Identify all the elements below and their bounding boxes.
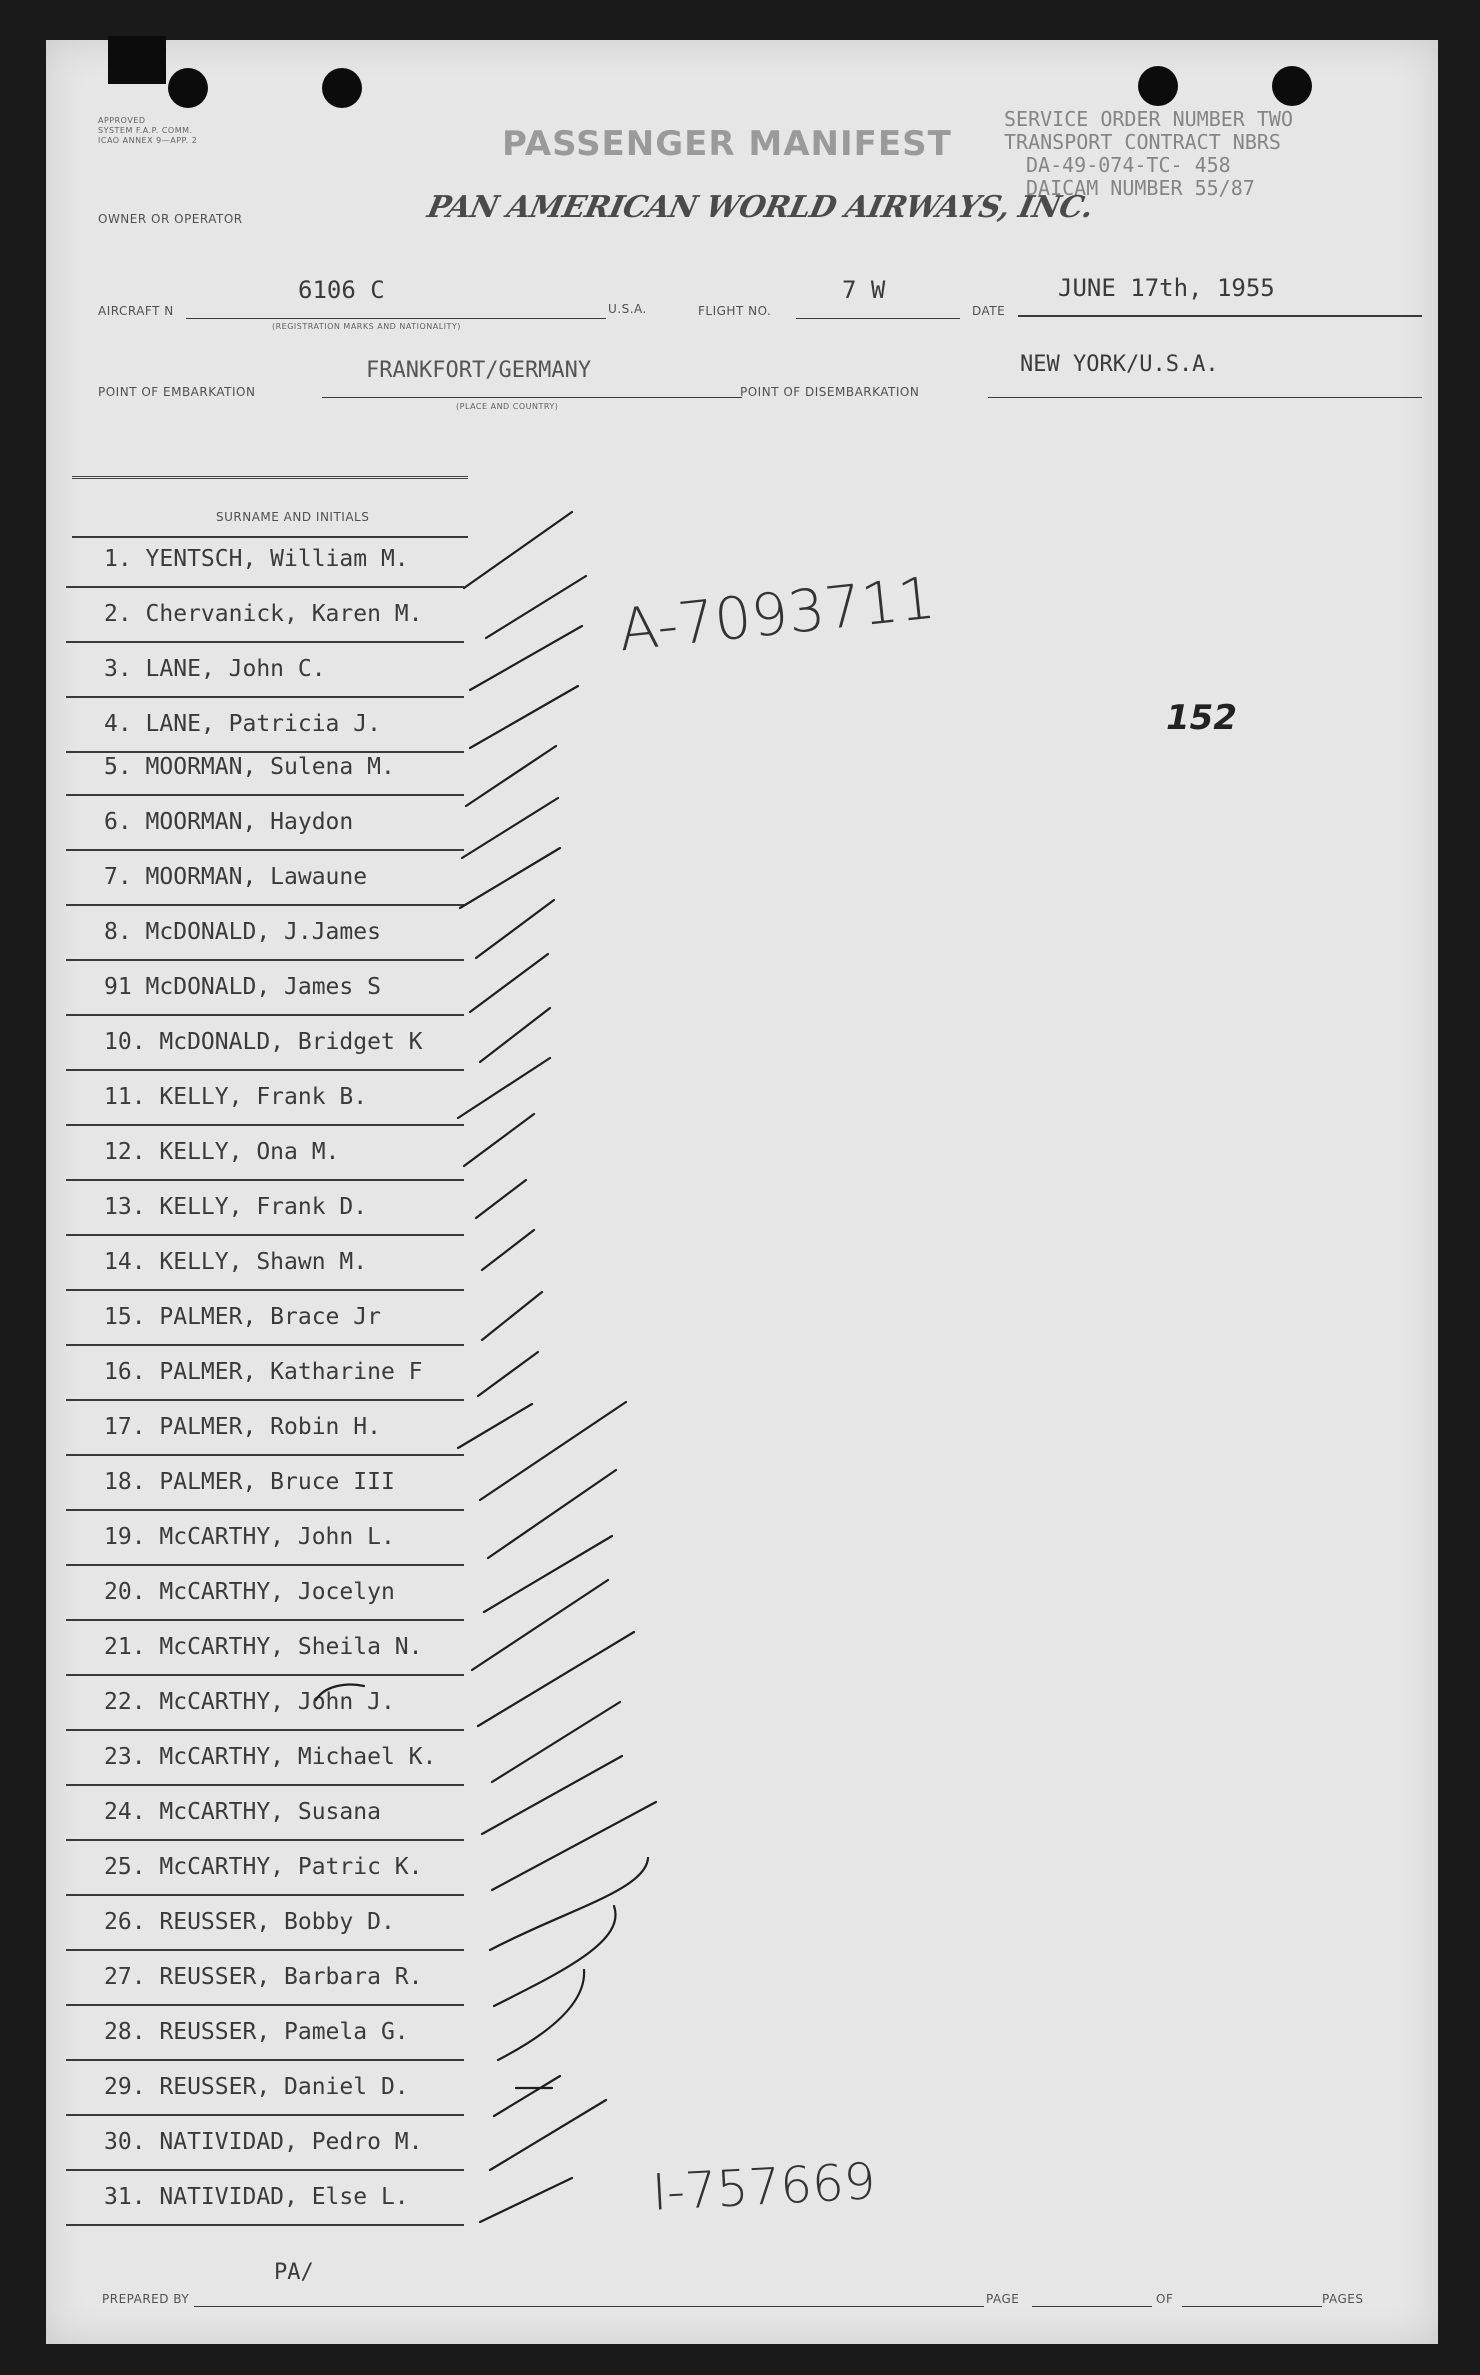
row-rule <box>66 1894 464 1896</box>
passenger-row: 24. McCARTHY, Susana <box>104 1799 381 1825</box>
approval-line: ICAO ANNEX 9—APP. 2 <box>98 136 198 145</box>
row-rule <box>66 586 464 588</box>
page-label: PAGE <box>986 2292 1020 2306</box>
check-mark <box>464 1114 534 1166</box>
row-rule <box>66 959 464 961</box>
check-mark <box>472 1580 608 1670</box>
row-rule <box>66 641 464 643</box>
aircraft-underline <box>186 318 606 319</box>
form-title: PASSENGER MANIFEST <box>502 124 952 164</box>
row-rule <box>66 1674 464 1676</box>
prepared-by-label: PREPARED BY <box>102 2292 190 2306</box>
passenger-row: 14. KELLY, Shawn M. <box>104 1249 368 1275</box>
date-underline <box>1018 315 1422 317</box>
row-rule <box>66 904 464 906</box>
row-rule <box>66 696 464 698</box>
row-rule <box>66 1839 464 1841</box>
page-number-annotation: 152 <box>1166 698 1237 738</box>
handwritten-file-number: A-7093711 <box>615 563 939 665</box>
date-value: JUNE 17th, 1955 <box>1058 274 1275 302</box>
check-mark <box>484 1536 612 1612</box>
row-rule <box>66 1564 464 1566</box>
check-mark <box>480 1402 626 1500</box>
row-rule <box>66 2169 464 2171</box>
row-rule <box>66 1289 464 1291</box>
row-rule <box>66 2004 464 2006</box>
approval-line: APPROVED <box>98 116 146 125</box>
row-rule <box>66 1179 464 1181</box>
check-mark <box>478 1632 634 1726</box>
passenger-row: 13. KELLY, Frank D. <box>104 1194 368 1220</box>
row-rule <box>66 2114 464 2116</box>
passenger-row: 31. NATIVIDAD, Else L. <box>104 2184 409 2210</box>
check-mark <box>488 1470 616 1558</box>
service-block <box>1004 108 1293 200</box>
check-mark <box>498 1970 584 2060</box>
disembarkation-underline <box>988 397 1422 398</box>
check-mark <box>494 1906 616 2006</box>
embarkation-underline <box>322 397 742 398</box>
aircraft-label: AIRCRAFT N <box>98 304 174 318</box>
check-mark <box>486 576 586 638</box>
check-mark <box>476 1180 526 1218</box>
passenger-row: 19. McCARTHY, John L. <box>104 1524 395 1550</box>
check-mark <box>470 686 578 748</box>
punch-hole <box>168 68 208 108</box>
passenger-row: 17. PALMER, Robin H. <box>104 1414 381 1440</box>
passenger-row: 28. REUSSER, Pamela G. <box>104 2019 409 2045</box>
torn-corner <box>108 36 166 84</box>
prepared-by-value: PA/ <box>274 2260 314 2285</box>
row-rule <box>66 2059 464 2061</box>
row-rule <box>66 1729 464 1731</box>
service-line: DAICAM NUMBER 55/87 <box>1026 176 1255 200</box>
check-mark <box>494 2076 560 2116</box>
handwritten-file-number: I-757669 <box>650 2152 878 2222</box>
prepared-by-underline <box>194 2306 984 2307</box>
passenger-row: 3. LANE, John C. <box>104 656 326 682</box>
punch-hole <box>1272 66 1312 106</box>
aircraft-value: 6106 C <box>298 276 385 304</box>
manifest-page <box>46 40 1438 2344</box>
row-rule <box>66 1949 464 1951</box>
service-line: SERVICE ORDER NUMBER TWO <box>1004 107 1293 131</box>
column-header: SURNAME AND INITIALS <box>216 510 370 524</box>
disembarkation-value: NEW YORK/U.S.A. <box>1020 352 1219 377</box>
approval-block <box>98 116 197 146</box>
passenger-row: 5. MOORMAN, Sulena M. <box>104 754 395 780</box>
passenger-row: 18. PALMER, Bruce III <box>104 1469 395 1495</box>
check-mark <box>490 1858 648 1950</box>
row-rule <box>66 1124 464 1126</box>
row-rule <box>66 1619 464 1621</box>
flight-label: FLIGHT NO. <box>698 304 772 318</box>
check-mark <box>480 2178 572 2222</box>
row-rule <box>66 1454 464 1456</box>
passenger-row: 12. KELLY, Ona M. <box>104 1139 340 1165</box>
row-rule <box>66 1399 464 1401</box>
pages-label: PAGES <box>1322 2292 1364 2306</box>
check-mark <box>460 848 560 908</box>
embarkation-sublabel: (PLACE AND COUNTRY) <box>456 402 559 411</box>
punch-hole <box>1138 66 1178 106</box>
passenger-row: 10. McDONALD, Bridget K <box>104 1029 423 1055</box>
passenger-row: 1. YENTSCH, William M. <box>104 546 409 572</box>
header-rule <box>72 476 468 479</box>
passenger-row: 20. McCARTHY, Jocelyn <box>104 1579 395 1605</box>
row-rule <box>66 1069 464 1071</box>
header-rule <box>72 536 468 538</box>
company-name: PAN AMERICAN WORLD AIRWAYS, INC. <box>424 190 1097 225</box>
passenger-row: 6. MOORMAN, Haydon <box>104 809 354 835</box>
of-label: OF <box>1156 2292 1174 2306</box>
row-rule <box>66 794 464 796</box>
row-rule <box>66 1344 464 1346</box>
row-rule <box>66 751 464 753</box>
check-mark <box>464 512 572 588</box>
passenger-row: 16. PALMER, Katharine F <box>104 1359 423 1385</box>
check-mark <box>482 1292 542 1340</box>
passenger-row: 25. McCARTHY, Patric K. <box>104 1854 423 1880</box>
passenger-row: 26. REUSSER, Bobby D. <box>104 1909 395 1935</box>
check-mark <box>476 900 554 958</box>
flight-value: 7 W <box>842 276 886 304</box>
flight-underline <box>796 318 960 319</box>
check-mark <box>482 1756 622 1834</box>
check-mark <box>462 798 558 858</box>
row-rule <box>66 1234 464 1236</box>
embarkation-value: FRANKFORT/GERMANY <box>366 358 592 383</box>
passenger-row: 2. Chervanick, Karen M. <box>104 601 423 627</box>
passenger-row: 22. McCARTHY, John J. <box>104 1689 395 1715</box>
passenger-row: 23. McCARTHY, Michael K. <box>104 1744 437 1770</box>
check-mark <box>470 626 582 690</box>
row-rule <box>66 1784 464 1786</box>
check-mark <box>492 1802 656 1890</box>
passenger-row: 8. McDONALD, J.James <box>104 919 381 945</box>
disembarkation-label: POINT OF DISEMBARKATION <box>740 385 920 399</box>
row-rule <box>66 849 464 851</box>
row-rule <box>66 2224 464 2226</box>
check-mark <box>480 1008 550 1062</box>
passenger-row: 30. NATIVIDAD, Pedro M. <box>104 2129 423 2155</box>
passenger-row: 4. LANE, Patricia J. <box>104 711 381 737</box>
date-label: DATE <box>972 304 1006 318</box>
punch-hole <box>322 68 362 108</box>
row-rule <box>66 1014 464 1016</box>
aircraft-sublabel: (REGISTRATION MARKS AND NATIONALITY) <box>272 322 461 331</box>
embarkation-label: POINT OF EMBARKATION <box>98 385 256 399</box>
passenger-row: 27. REUSSER, Barbara R. <box>104 1964 423 1990</box>
check-mark <box>466 746 556 806</box>
passenger-row: 91 McDONALD, James S <box>104 974 381 1000</box>
check-mark <box>482 1230 534 1270</box>
nationality-text: U.S.A. <box>608 302 647 316</box>
passenger-row: 11. KELLY, Frank B. <box>104 1084 368 1110</box>
service-line: TRANSPORT CONTRACT NBRS <box>1004 130 1281 154</box>
passenger-row: 7. MOORMAN, Lawaune <box>104 864 368 890</box>
row-rule <box>66 1509 464 1511</box>
check-mark <box>490 2100 606 2170</box>
page-underline <box>1032 2306 1152 2307</box>
passenger-row: 15. PALMER, Brace Jr <box>104 1304 381 1330</box>
check-mark <box>458 1058 550 1118</box>
approval-line: SYSTEM F.A.P. COMM. <box>98 126 193 135</box>
passenger-row: 29. REUSSER, Daniel D. <box>104 2074 409 2100</box>
check-mark <box>478 1352 538 1396</box>
check-mark <box>458 1404 532 1448</box>
service-line: DA-49-074-TC- 458 <box>1026 153 1231 177</box>
check-mark <box>470 954 548 1012</box>
owner-operator-label: OWNER OR OPERATOR <box>98 212 243 226</box>
of-underline <box>1182 2306 1322 2307</box>
passenger-row: 21. McCARTHY, Sheila N. <box>104 1634 423 1660</box>
check-mark <box>492 1702 620 1782</box>
